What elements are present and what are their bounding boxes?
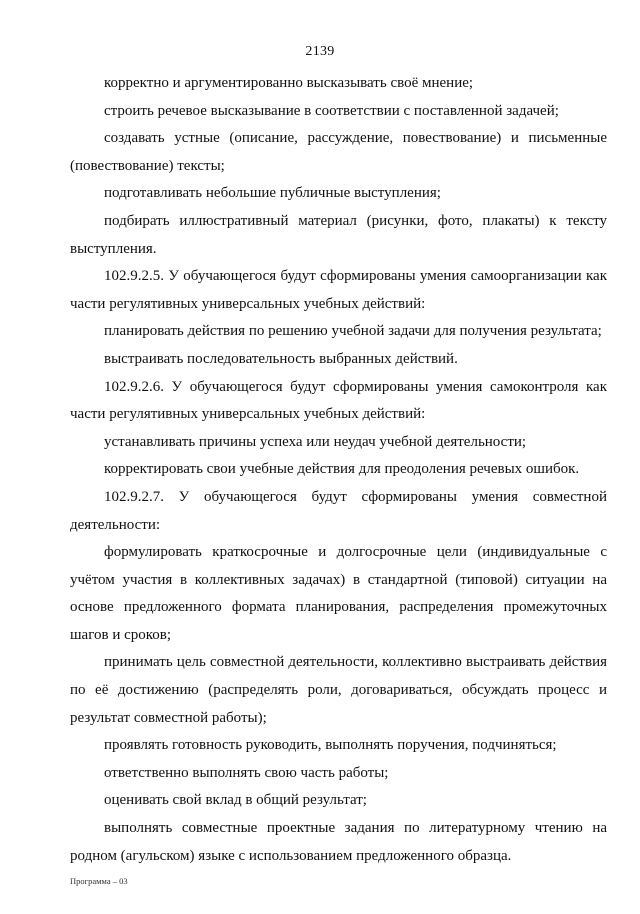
paragraph: устанавливать причины успеха или неудач учебной деятельности; xyxy=(104,433,527,450)
paragraph: ответственно выполнять свою часть работы; xyxy=(104,764,389,781)
paragraph: формулировать краткосрочные и долгосрочные цели (индивидуальные с учётом участия в коллективных задачах) в стандартной (типовой) ситуации на основе предложенного формата планирования, распределения промежуточных шагов и сроков; xyxy=(70,544,607,643)
paragraph: оценивать свой вклад в общий результат; xyxy=(104,792,367,809)
paragraph: строить речевое высказывание в соответствии с поставленной задачей; xyxy=(104,102,559,119)
section-heading-paragraph: 102.9.2.6. У обучающегося будут сформированы умения самоконтроля как части регулятивных универсальных учебных действий: xyxy=(70,378,607,423)
paragraph: планировать действия по решению учебной задачи для получения результата; xyxy=(104,323,602,340)
paragraph: принимать цель совместной деятельности, коллективно выстраивать действия по её достижению (распределять роли, договариваться, обсуждать процесс и результат совместной работы); xyxy=(70,654,607,726)
section-heading-paragraph: 102.9.2.7. У обучающегося будут сформированы умения совместной деятельности: xyxy=(70,488,607,533)
page-number: 2139 xyxy=(305,44,335,59)
body-text xyxy=(70,70,607,870)
page-footer: Программа – 03 xyxy=(70,876,128,886)
paragraph: корректно и аргументированно высказывать своё мнение; xyxy=(104,75,474,91)
section-heading-paragraph: 102.9.2.5. У обучающегося будут сформированы умения самоорганизации как части регулятивных универсальных учебных действий: xyxy=(70,268,607,312)
paragraph: корректировать свои учебные действия для преодоления речевых ошибок. xyxy=(104,461,580,478)
paragraph: создавать устные (описание, рассуждение, повествование) и письменные (повествование) тексты; xyxy=(70,130,607,174)
paragraph: выстраивать последовательность выбранных действий. xyxy=(104,350,458,367)
paragraph: выполнять совместные проектные задания по литературному чтению на родном (агульском) языке с использованием предложенного образца. xyxy=(70,820,607,864)
paragraph: подбирать иллюстративный материал (рисунки, фото, плакаты) к тексту выступления. xyxy=(70,212,607,257)
paragraph: проявлять готовность руководить, выполнять поручения, подчиняться; xyxy=(104,737,557,754)
paragraph: подготавливать небольшие публичные выступления; xyxy=(104,185,441,202)
